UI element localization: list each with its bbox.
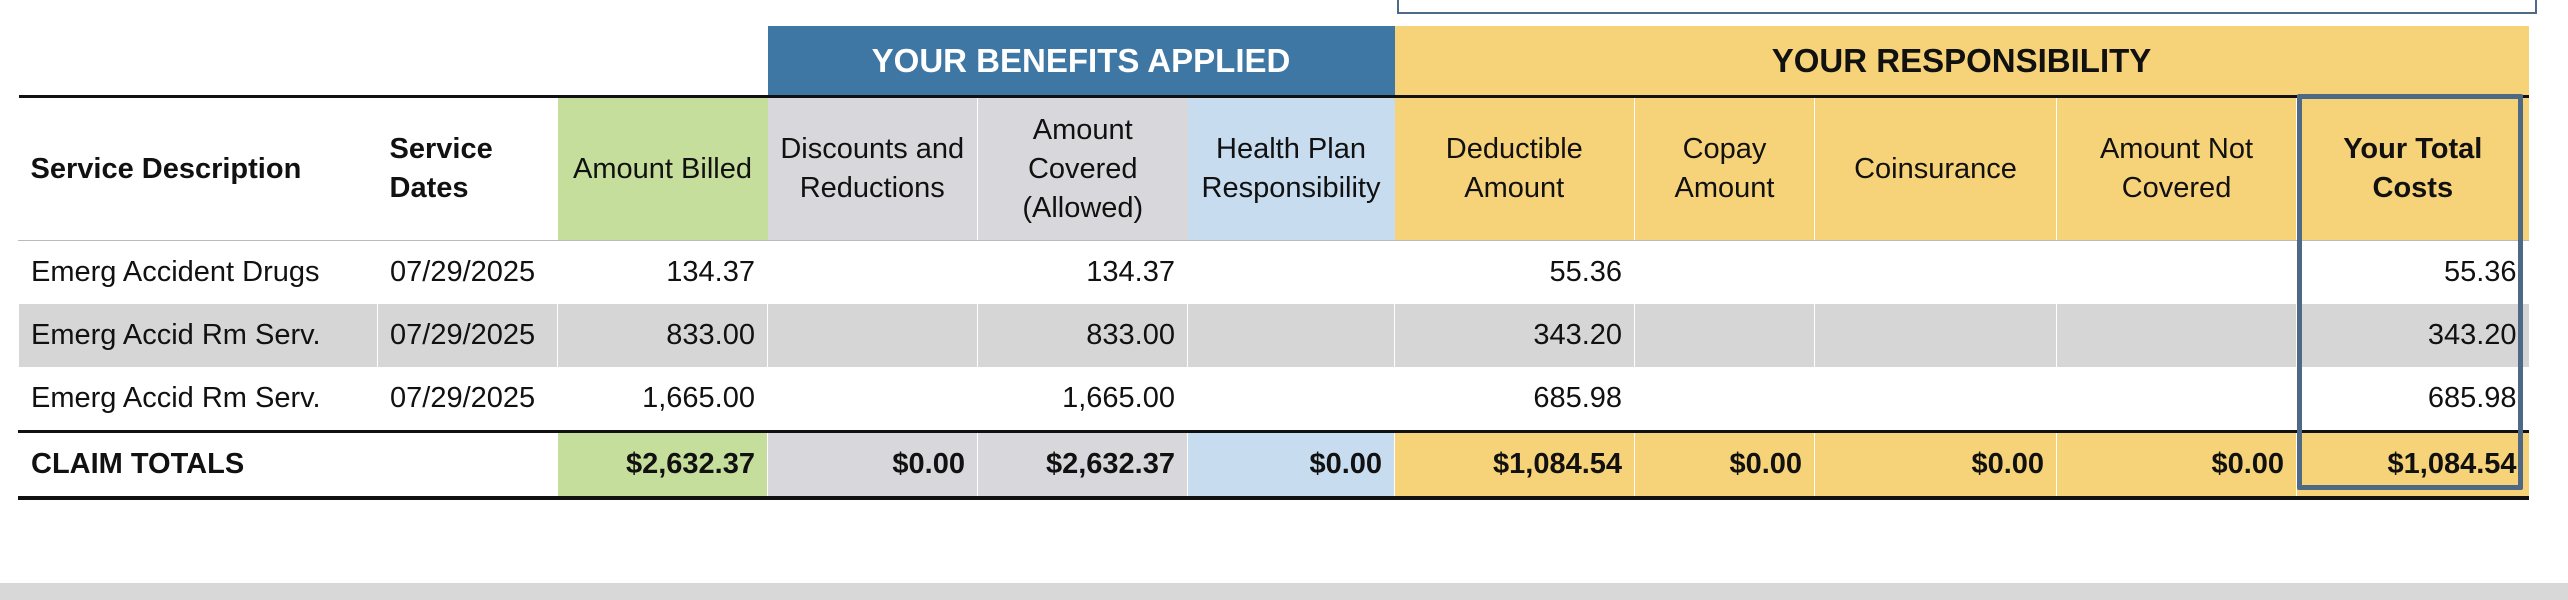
cell-not-covered: [2057, 241, 2297, 305]
totals-date: [378, 432, 558, 499]
total-amount-billed: $2,632.37: [558, 432, 768, 499]
table-row: [19, 367, 2529, 432]
cell-discounts: [768, 304, 978, 367]
cell-copay: [1635, 304, 1815, 367]
total-not-covered: $0.00: [2057, 432, 2297, 499]
total-copay: $0.00: [1635, 432, 1815, 499]
header-amount-not-covered: Amount Not Covered: [2057, 97, 2297, 241]
total-coinsurance: $0.00: [1815, 432, 2057, 499]
column-header-row: [19, 97, 2529, 241]
header-service-description: Service Description: [19, 97, 378, 241]
benefits-applied-group: YOUR BENEFITS APPLIED: [768, 26, 1395, 97]
total-amount-covered: $2,632.37: [978, 432, 1188, 499]
total-plan-responsibility: $0.00: [1188, 432, 1395, 499]
cell-amount-covered: 833.00: [978, 304, 1188, 367]
top-box: [1397, 0, 2537, 14]
cell-not-covered: [2057, 367, 2297, 432]
cell-coinsurance: [1815, 304, 2057, 367]
header-health-plan-responsibility: Health Plan Responsibility: [1188, 97, 1395, 241]
your-responsibility-group: YOUR RESPONSIBILITY: [1395, 26, 2529, 97]
cell-plan-responsibility: [1188, 367, 1395, 432]
header-amount-billed: Amount Billed: [558, 97, 768, 241]
cell-description: Emerg Accident Drugs: [19, 241, 378, 305]
cell-total-cost: 685.98: [2297, 367, 2529, 432]
cell-amount-billed: 134.37: [558, 241, 768, 305]
cell-amount-covered: 1,665.00: [978, 367, 1188, 432]
cell-plan-responsibility: [1188, 241, 1395, 305]
cell-date: 07/29/2025: [378, 241, 558, 305]
total-deductible: $1,084.54: [1395, 432, 1635, 499]
claim-totals-row: [19, 432, 2529, 499]
header-your-total-costs: Your Total Costs: [2297, 97, 2529, 241]
cell-discounts: [768, 367, 978, 432]
cell-copay: [1635, 367, 1815, 432]
cell-date: 07/29/2025: [378, 367, 558, 432]
cell-total-cost: 55.36: [2297, 241, 2529, 305]
cell-discounts: [768, 241, 978, 305]
header-copay: Copay Amount: [1635, 97, 1815, 241]
bottom-bar: [0, 583, 2568, 600]
cell-not-covered: [2057, 304, 2297, 367]
cell-description: Emerg Accid Rm Serv.: [19, 304, 378, 367]
total-discounts: $0.00: [768, 432, 978, 499]
header-service-dates: Service Dates: [378, 97, 558, 241]
group-header-row: [19, 26, 2529, 97]
header-deductible: Deductible Amount: [1395, 97, 1635, 241]
claim-table: [18, 26, 2529, 500]
cell-amount-covered: 134.37: [978, 241, 1188, 305]
totals-label: CLAIM TOTALS: [19, 432, 378, 499]
cell-deductible: 685.98: [1395, 367, 1635, 432]
cell-description: Emerg Accid Rm Serv.: [19, 367, 378, 432]
cell-total-cost: 343.20: [2297, 304, 2529, 367]
header-discounts: Discounts and Reductions: [768, 97, 978, 241]
cell-amount-billed: 833.00: [558, 304, 768, 367]
total-your-costs: $1,084.54: [2297, 432, 2529, 499]
cell-deductible: 343.20: [1395, 304, 1635, 367]
header-coinsurance: Coinsurance: [1815, 97, 2057, 241]
table-row: [19, 241, 2529, 305]
cell-amount-billed: 1,665.00: [558, 367, 768, 432]
header-amount-covered: Amount Covered (Allowed): [978, 97, 1188, 241]
cell-plan-responsibility: [1188, 304, 1395, 367]
cell-deductible: 55.36: [1395, 241, 1635, 305]
table-row: [19, 304, 2529, 367]
cell-copay: [1635, 241, 1815, 305]
cell-date: 07/29/2025: [378, 304, 558, 367]
cell-coinsurance: [1815, 367, 2057, 432]
cell-coinsurance: [1815, 241, 2057, 305]
